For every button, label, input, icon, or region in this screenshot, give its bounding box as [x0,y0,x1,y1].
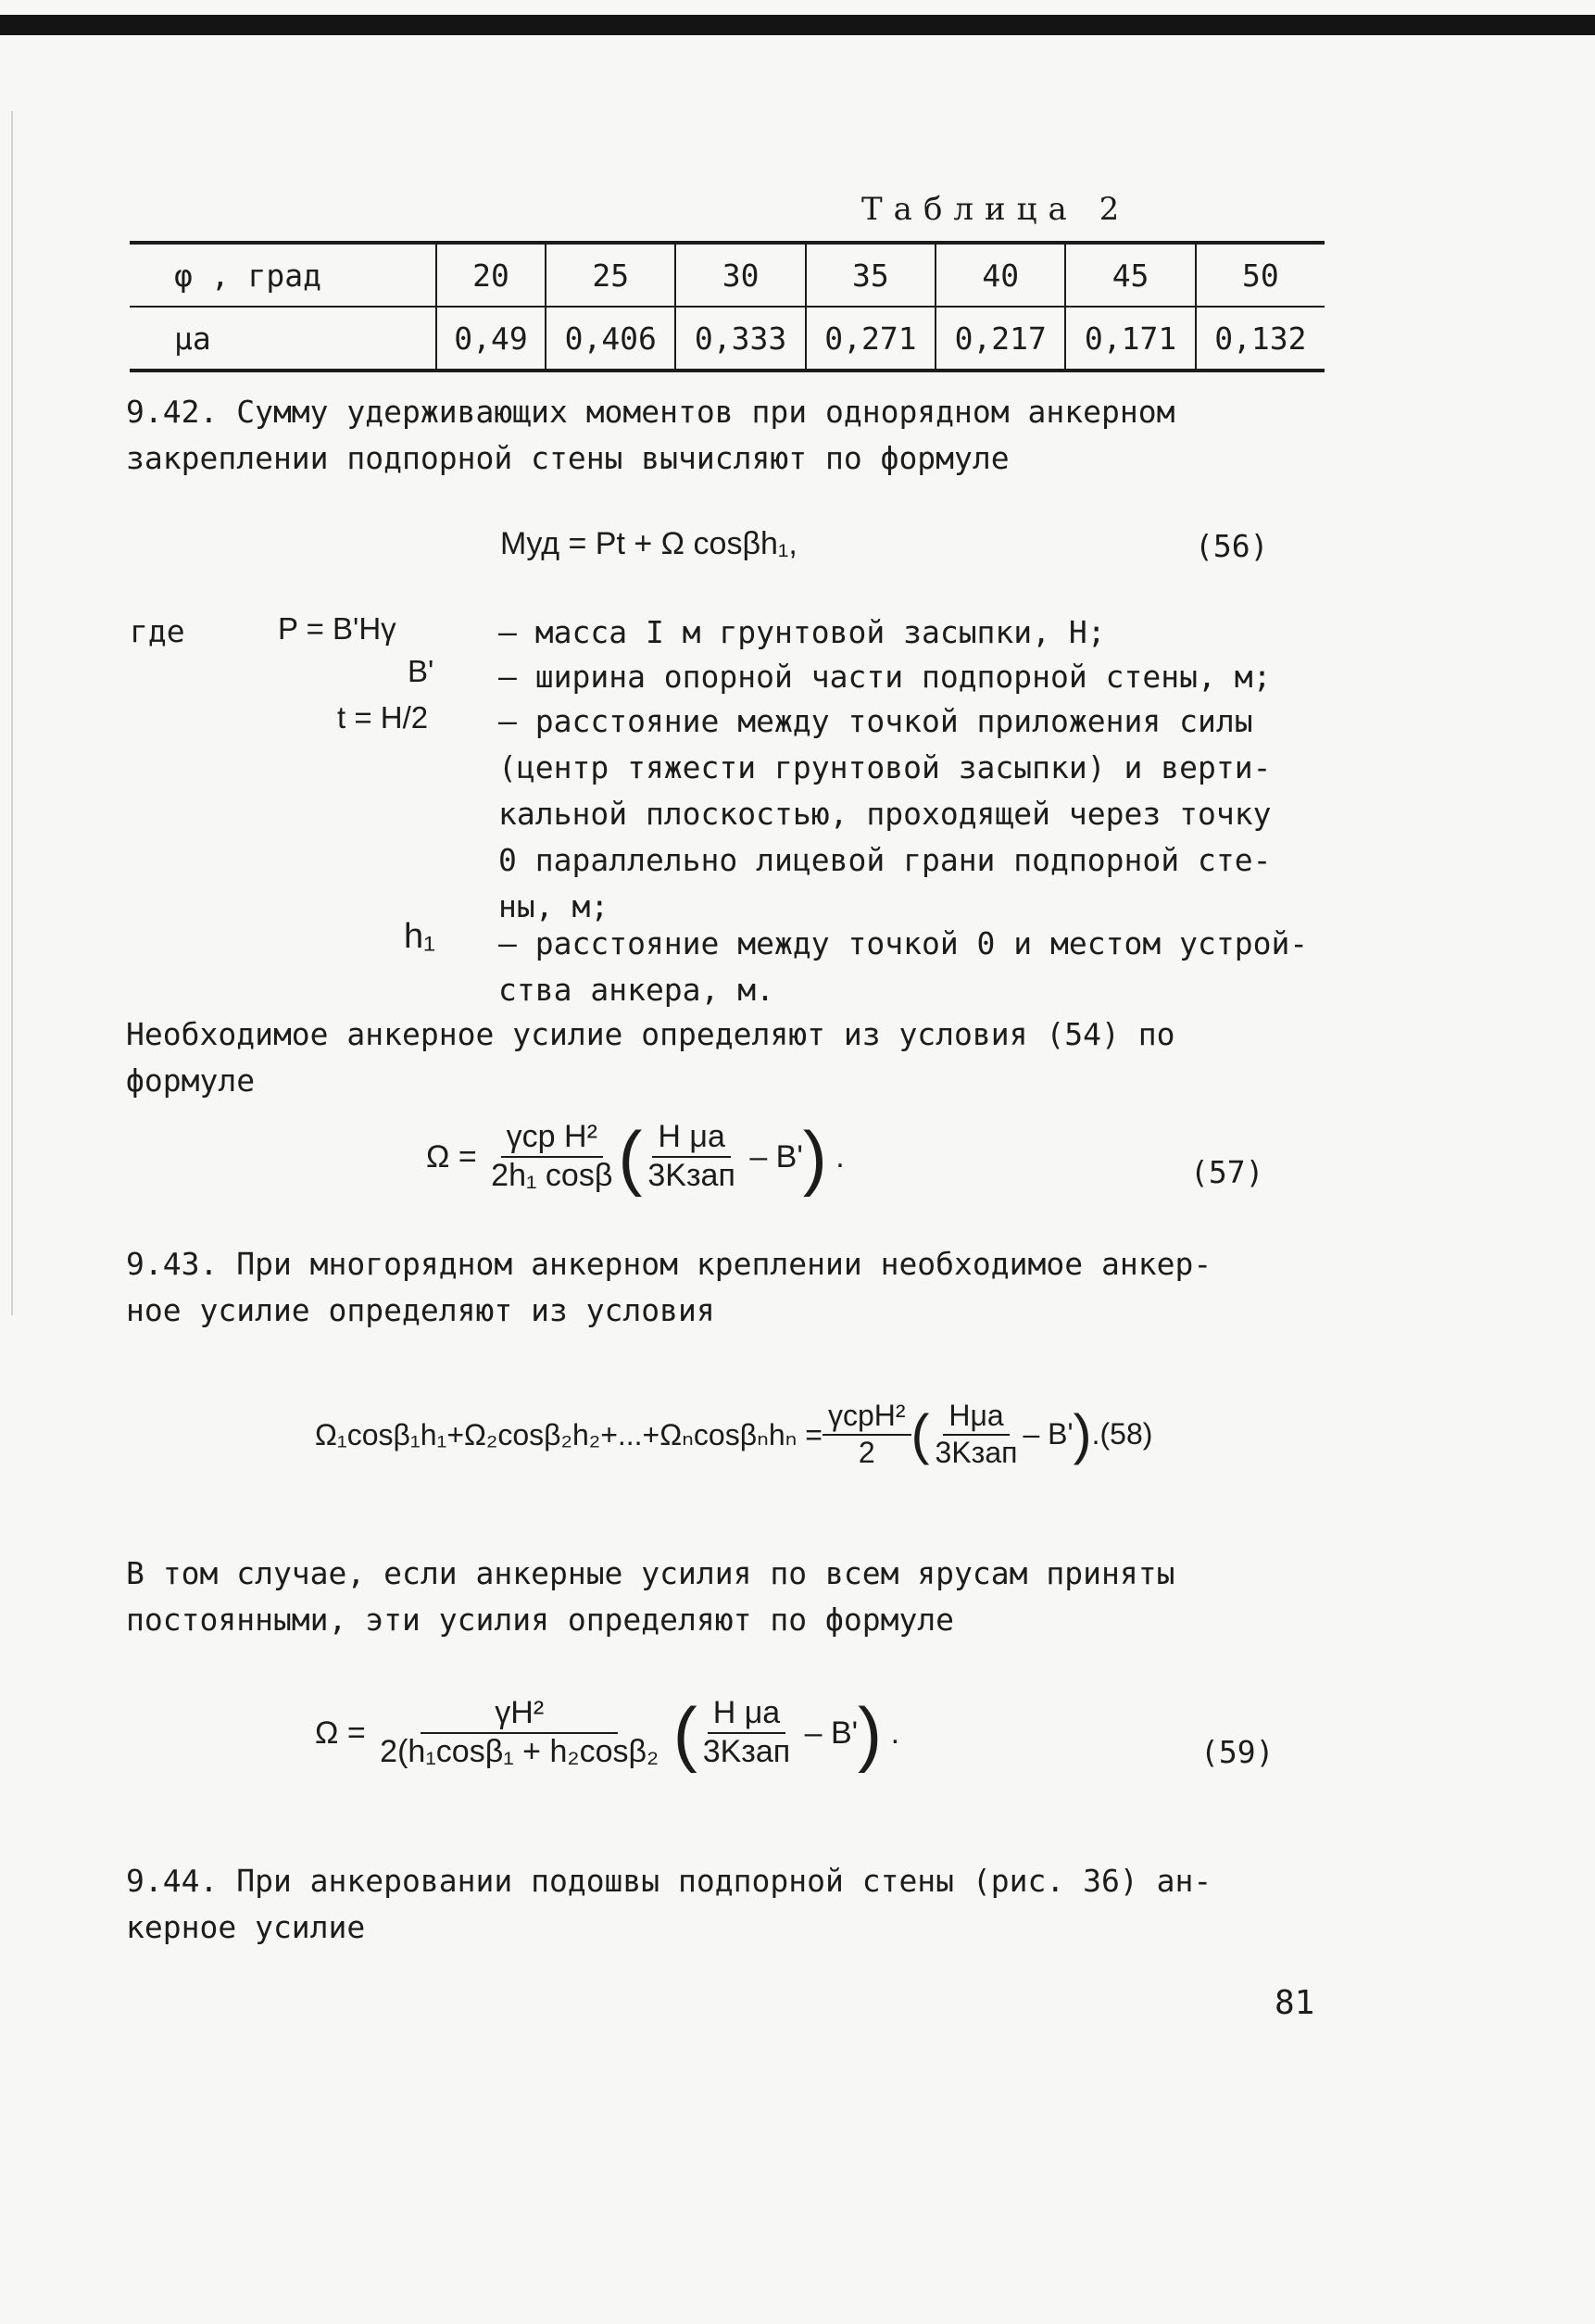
eq58-fraction-1 [823,1401,911,1468]
table-cell: 0,333 [675,307,805,371]
table-cell: 45 [1065,243,1195,307]
table-cell: 40 [936,243,1065,307]
eq56-rhs: = Pt + Ω cosβh₁, [568,526,798,561]
table-cell: 0,271 [806,307,936,371]
eq58-close-paren: ) [1073,1402,1092,1465]
equation-59: Ω = $\frac{\text{γH²}}{\text{2(h₁cosβ₁ + h₂cosβ₂}}$ ( $\frac{\text{H μa}}{\text{3Kзап}}$ – B' ) . [315,1692,900,1774]
data-table [130,241,1325,372]
where-symbol-B: B' [408,654,434,688]
eq59-number: (59) [1200,1734,1275,1770]
eq58-fraction-2 [930,1401,1024,1468]
eq58-den2: 3Kзап [935,1435,1018,1469]
eq57-den1: 2h₁ cosβ [491,1158,613,1193]
eq57-den2: 3Kзап [647,1158,735,1193]
eq59-tail: – B' [804,1715,859,1751]
paragraph-anchor-force: Необходимое анкерное усилие определяют из условия (54) по формуле [126,1016,1175,1099]
where-symbol-t: t = H/2 [337,700,429,735]
eq59-open-paren: ( [672,1692,697,1774]
eq57-fraction-1 [485,1121,618,1192]
row-header-mu: μa [130,307,436,371]
paragraph-9-43: 9.43. При многорядном анкерном креплении необходимое анкер- ное усилие определяют из условия [126,1246,1212,1328]
eq59-den1: 2(h₁cosβ₁ + h₂cosβ₂ [380,1734,659,1769]
eq59-fraction-2 [697,1697,797,1768]
eq58-tail: – B' [1023,1417,1074,1451]
eq57-lhs: Ω [426,1138,450,1175]
eq57-fraction-2 [642,1121,741,1192]
eq57-open-paren: ( [618,1116,643,1198]
where-symbol-P: P = B'Hγ [278,611,396,646]
eq59-fraction-1 [374,1697,664,1768]
scan-top-border [0,15,1595,35]
page-number: 81 [1275,1984,1315,2022]
equation-57: Ω = $\frac{\text{γср H²}}{\text{2h₁ cosβ}}$ ( $\frac{\text{H μa}}{\text{3Kзап}}$ – B' ) . [426,1116,845,1198]
paragraph-9-42: 9.42. Сумму удерживающих моментов при однорядном анкерном закреплении подпорной стены вычисляют по формуле [126,394,1175,476]
eq57-close-paren: ) [802,1116,827,1198]
equation-56 [500,526,798,562]
table-cell: 25 [546,243,675,307]
table-row [130,243,1325,307]
eq56-lhs: Mуд [500,526,560,561]
eq57-number: (57) [1190,1154,1264,1190]
table-cell: 0,406 [546,307,675,371]
paragraph-9-44: 9.44. При анкеровании подошвы подпорной стены (рис. 36) ан- керное усилие [126,1863,1212,1945]
scan-left-edge [11,111,13,1315]
eq59-num2: H μa [708,1697,786,1734]
eq58-lhs: Ω₁cosβ₁h₁+Ω₂cosβ₂h₂+...+Ωₙcosβₙhₙ = [315,1417,823,1451]
table-cell: 20 [436,243,546,307]
where-text-B: – ширина опорной части подпорной стены, м; [498,659,1272,695]
eq58-num2: Hμa [943,1401,1009,1436]
table-cell: 50 [1196,243,1325,307]
where-text-P: – масса I м грунтовой засыпки, Н; [498,614,1106,650]
where-text-h1: – расстояние между точкой 0 и местом устрой- ства анкера, м. [498,925,1309,1008]
where-text-t: – расстояние между точкой приложения силы (центр тяжести грунтовой засыпки) и верти- кальной плоскостью, проходящей через точку 0 параллельно лицевой грани подпорной сте- ны, м; [498,703,1272,924]
eq59-lhs: Ω = [315,1715,366,1751]
eq57-num2: H μa [652,1121,731,1158]
eq59-close-paren: ) [858,1692,883,1774]
table-cell: 0,132 [1196,307,1325,371]
eq58-open-paren: ( [911,1402,930,1465]
eq58-num1: γсрH² [823,1401,911,1436]
eq57-num1: γср H² [501,1121,603,1158]
table-cell: 0,171 [1065,307,1195,371]
row-header-phi: φ , град [130,243,436,307]
equation-58: Ω₁cosβ₁h₁+Ω₂cosβ₂h₂+...+Ωₙcosβₙhₙ = $\frac{\text{γсрH²}}{2}$ ( $\frac{\text{Hμa}}{\text{3Kзап}}$ – B' ) . (58) [315,1399,1153,1469]
table-cell: 30 [675,243,805,307]
eq56-number: (56) [1195,528,1269,564]
table-cell: 35 [806,243,936,307]
eq57-tail: – B' [749,1138,803,1175]
eq59-den2: 3Kзап [702,1734,791,1769]
table-cell: 0,217 [936,307,1065,371]
eq58-den1: 2 [858,1435,875,1469]
where-symbol-h1: h₁ [404,917,435,956]
paragraph-constant-forces: В том случае, если анкерные усилия по всем ярусам приняты постоянными, эти усилия определяют по формуле [126,1555,1175,1638]
table-row [130,307,1325,371]
table-cell: 0,49 [436,307,546,371]
eq59-num1: γH² [421,1697,618,1734]
eq58-number: (58) [1099,1417,1153,1451]
where-word: где [130,613,185,649]
table-caption: Таблица 2 [861,191,1131,228]
